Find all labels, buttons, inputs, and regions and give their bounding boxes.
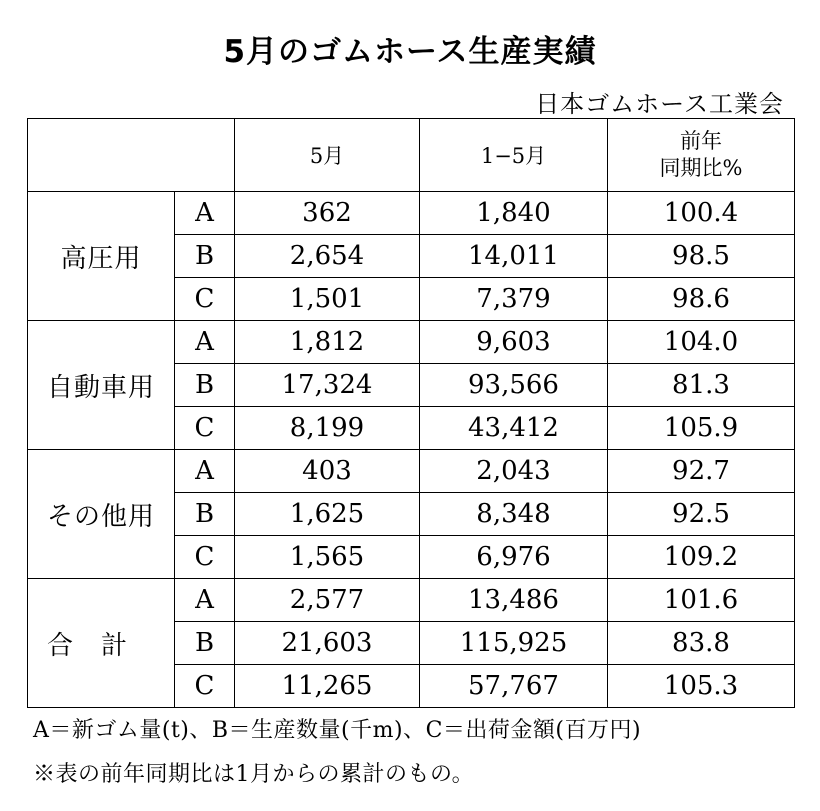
month-cell: 2,577 bbox=[235, 579, 420, 622]
page-title: 5月のゴムホース生産実績 bbox=[223, 34, 597, 70]
month-cell: 1,565 bbox=[235, 536, 420, 579]
month-cell: 11,265 bbox=[235, 665, 420, 708]
header-yoy-line2: 同期比% bbox=[659, 156, 743, 180]
ytd-cell: 14,011 bbox=[420, 235, 608, 278]
ytd-cell: 43,412 bbox=[420, 407, 608, 450]
yoy-cell: 105.3 bbox=[608, 665, 795, 708]
ytd-cell: 7,379 bbox=[420, 278, 608, 321]
type-cell: A bbox=[175, 579, 235, 622]
source-label: 日本ゴムホース工業会 bbox=[535, 90, 784, 118]
header-blank-cell bbox=[28, 119, 235, 192]
type-cell: B bbox=[175, 364, 235, 407]
ytd-cell: 57,767 bbox=[420, 665, 608, 708]
yoy-cell: 101.6 bbox=[608, 579, 795, 622]
ytd-cell: 13,486 bbox=[420, 579, 608, 622]
ytd-cell: 8,348 bbox=[420, 493, 608, 536]
type-cell: C bbox=[175, 407, 235, 450]
type-cell: B bbox=[175, 622, 235, 665]
ytd-cell: 2,043 bbox=[420, 450, 608, 493]
month-cell: 1,501 bbox=[235, 278, 420, 321]
header-ytd-cell bbox=[420, 119, 608, 192]
month-cell: 1,625 bbox=[235, 493, 420, 536]
yoy-cell: 92.7 bbox=[608, 450, 795, 493]
category-other: その他用 bbox=[28, 450, 175, 579]
category-high-pressure: 高圧用 bbox=[28, 192, 175, 321]
header-row bbox=[28, 119, 795, 192]
production-table bbox=[27, 118, 795, 708]
table-row bbox=[28, 321, 795, 364]
header-yoy-cell bbox=[608, 119, 795, 192]
type-cell: B bbox=[175, 493, 235, 536]
month-cell: 2,654 bbox=[235, 235, 420, 278]
footnote-note: ※表の前年同期比は1月からの累計のもの。 bbox=[33, 762, 475, 787]
ytd-cell: 115,925 bbox=[420, 622, 608, 665]
header-ytd: 1−5月 bbox=[480, 144, 547, 168]
month-cell: 1,812 bbox=[235, 321, 420, 364]
yoy-cell: 98.6 bbox=[608, 278, 795, 321]
yoy-cell: 100.4 bbox=[608, 192, 795, 235]
type-cell: C bbox=[175, 665, 235, 708]
header-month-cell bbox=[235, 119, 420, 192]
ytd-cell: 93,566 bbox=[420, 364, 608, 407]
month-cell: 8,199 bbox=[235, 407, 420, 450]
type-cell: C bbox=[175, 536, 235, 579]
type-cell: A bbox=[175, 192, 235, 235]
yoy-cell: 98.5 bbox=[608, 235, 795, 278]
footnote-legend: A＝新ゴム量(t)、B＝生産数量(千m)、C＝出荷金額(百万円) bbox=[33, 718, 642, 743]
type-cell: A bbox=[175, 450, 235, 493]
yoy-cell: 105.9 bbox=[608, 407, 795, 450]
month-cell: 21,603 bbox=[235, 622, 420, 665]
ytd-cell: 9,603 bbox=[420, 321, 608, 364]
month-cell: 403 bbox=[235, 450, 420, 493]
type-cell: C bbox=[175, 278, 235, 321]
header-month: 5月 bbox=[309, 144, 345, 168]
category-total: 合計 bbox=[28, 579, 175, 708]
yoy-cell: 104.0 bbox=[608, 321, 795, 364]
yoy-cell: 83.8 bbox=[608, 622, 795, 665]
ytd-cell: 1,840 bbox=[420, 192, 608, 235]
type-cell: A bbox=[175, 321, 235, 364]
yoy-cell: 81.3 bbox=[608, 364, 795, 407]
month-cell: 362 bbox=[235, 192, 420, 235]
yoy-cell: 92.5 bbox=[608, 493, 795, 536]
type-cell: B bbox=[175, 235, 235, 278]
table-row bbox=[28, 192, 795, 235]
table-row bbox=[28, 579, 795, 622]
category-automotive: 自動車用 bbox=[28, 321, 175, 450]
ytd-cell: 6,976 bbox=[420, 536, 608, 579]
header-yoy-line1: 前年 bbox=[680, 129, 722, 153]
yoy-cell: 109.2 bbox=[608, 536, 795, 579]
month-cell: 17,324 bbox=[235, 364, 420, 407]
table-row bbox=[28, 450, 795, 493]
